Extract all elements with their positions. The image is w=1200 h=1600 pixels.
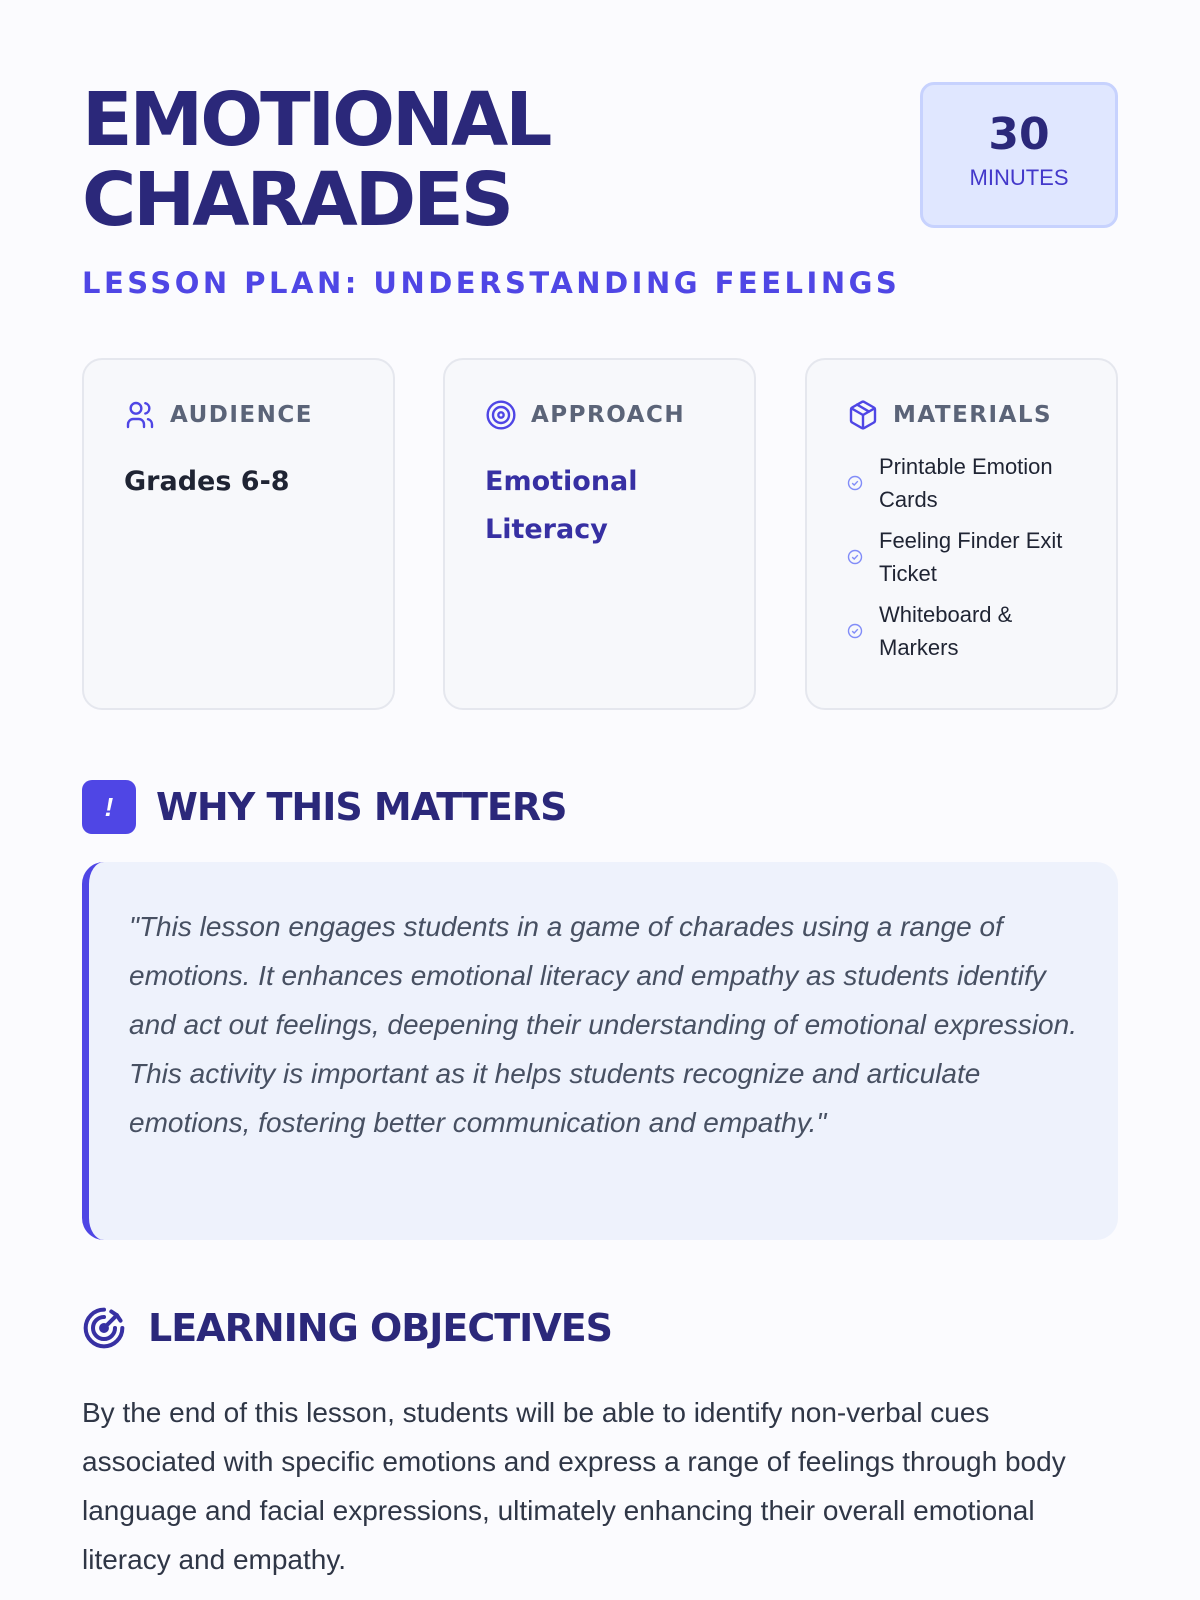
materials-label: MATERIALS [893,402,1053,428]
check-circle-icon [847,549,863,565]
why-section-header [82,780,567,834]
audience-card [82,358,395,710]
material-item: Printable Emotion Cards [879,454,1053,512]
duration-value: 30 [988,109,1050,160]
approach-value: Emotional Literacy [485,466,638,545]
check-circle-icon [847,475,863,491]
objectives-section-header [82,1306,612,1350]
audience-value: Grades 6-8 [124,466,290,497]
approach-card [443,358,756,710]
objectives-section-title: LEARNING OBJECTIVES [148,1306,613,1350]
duration-badge [920,82,1118,228]
info-cards [82,358,1118,710]
exclamation-icon: ! [82,780,136,834]
package-icon [847,399,879,431]
target-icon [485,399,517,431]
users-icon [124,399,156,431]
materials-card [805,358,1118,710]
objectives-text: By the end of this lesson, students will be able to identify non-verbal cues associated with specific emotions and express a range of feelings through body language and facial expressions, ultimately enhancing their overall emotional literacy and empathy. [82,1397,1066,1575]
why-quote-text: "This lesson engages students in a game of charades using a range of emotions. It enhances emotional literacy and empathy as students identify and act out feelings, deepening their understanding of emotional expression. This activity is important as it helps students recognize and articulate emotions, fostering better communication and empathy." [129,911,1077,1138]
materials-list [847,450,1076,664]
why-section-title: WHY THIS MATTERS [156,785,567,829]
list-item [847,524,1076,590]
audience-label: AUDIENCE [170,402,313,428]
list-item [847,598,1076,664]
audience-card-header [124,398,353,432]
materials-card-header [847,398,1076,432]
page-subtitle: LESSON PLAN: UNDERSTANDING FEELINGS [82,266,901,300]
check-circle-icon [847,623,863,639]
approach-card-header [485,398,714,432]
header [82,0,1118,310]
target-arrow-icon [82,1306,126,1350]
approach-label: APPROACH [531,402,686,428]
why-quote-box [82,862,1118,1240]
page-title: EMOTIONAL CHARADES [82,77,550,243]
duration-unit: MINUTES [969,165,1069,190]
material-item: Whiteboard & Markers [879,602,1013,660]
material-item: Feeling Finder Exit Ticket [879,528,1063,586]
list-item [847,450,1076,516]
